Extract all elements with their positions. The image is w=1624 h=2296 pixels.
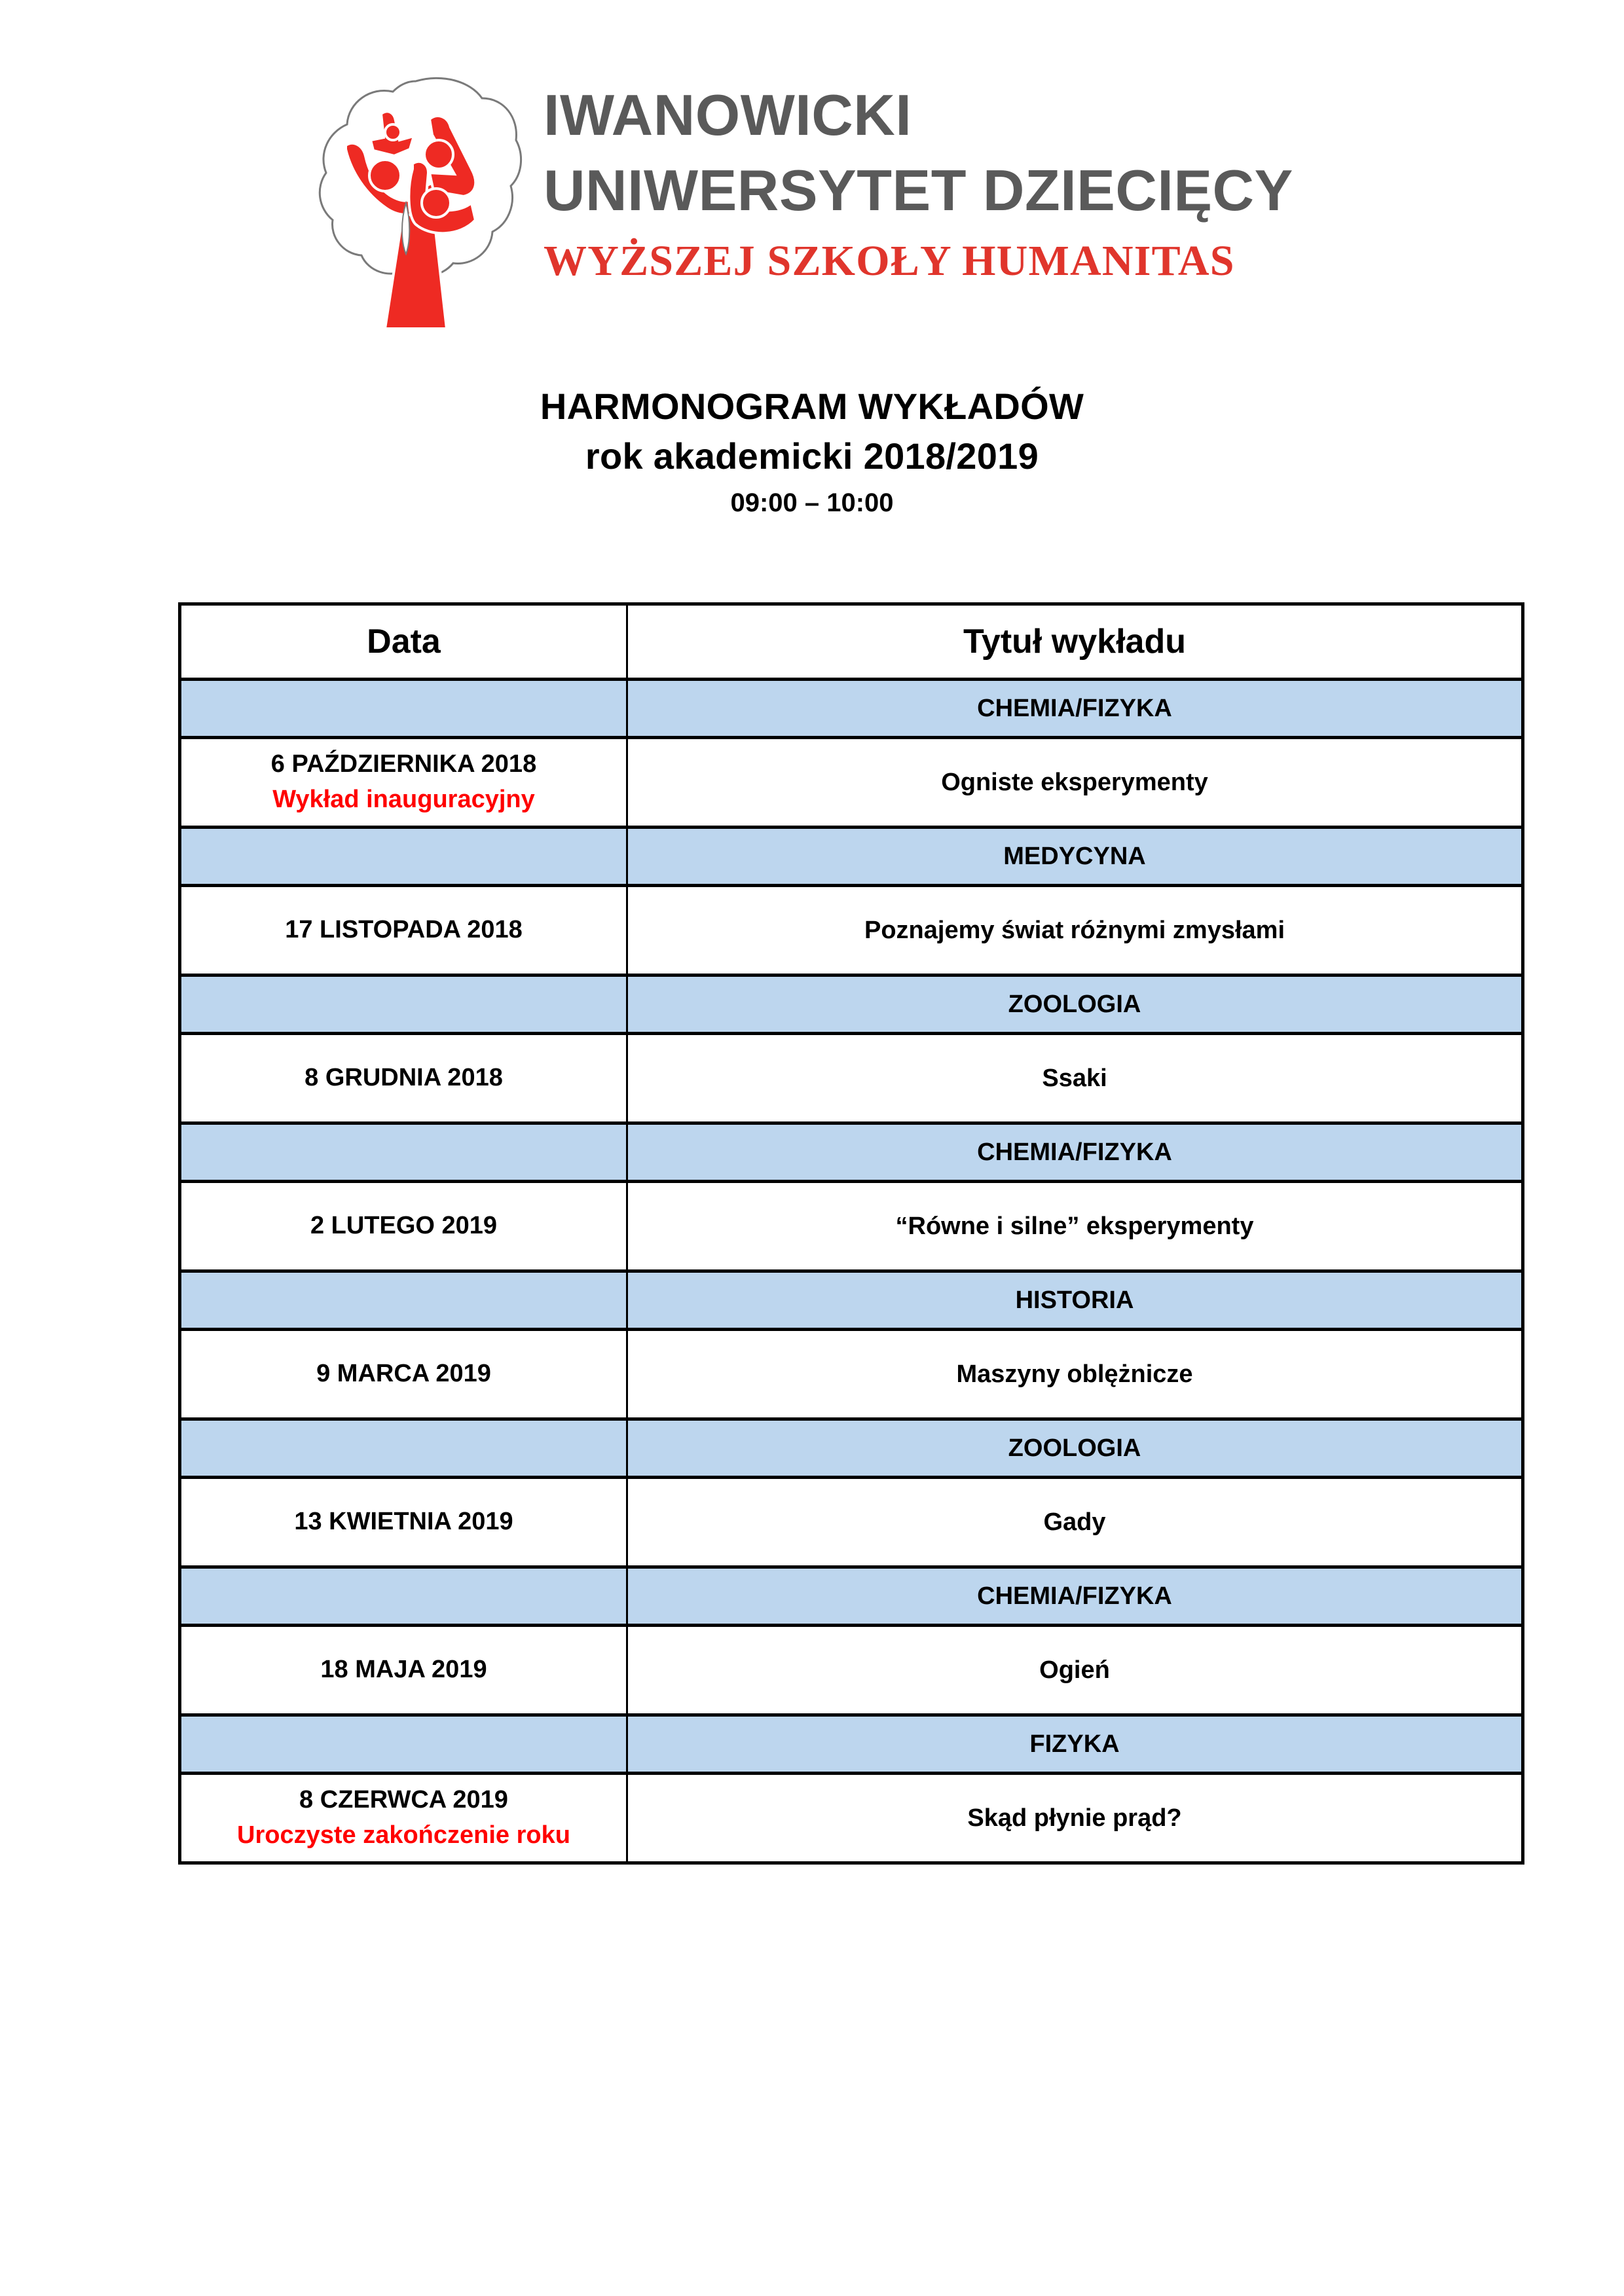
lecture-date-cell (180, 1626, 627, 1715)
lecture-title: Poznajemy świat różnymi zmysłami (627, 886, 1523, 975)
institution-logo (308, 72, 1356, 347)
table-row (180, 886, 1523, 975)
subject-label: ZOOLOGIA (627, 975, 1523, 1034)
table-row (180, 1478, 1523, 1567)
table-header-row (180, 604, 1523, 680)
subject-label: CHEMIA/FIZYKA (627, 1123, 1523, 1182)
lecture-title: “Równe i silne” eksperymenty (627, 1182, 1523, 1271)
subject-row-empty-date-cell (180, 1567, 627, 1626)
subject-row-empty-date-cell (180, 1715, 627, 1774)
lecture-date: 6 PAŹDZIERNIKA 2018 (270, 750, 537, 778)
schedule-table (178, 602, 1524, 1865)
page-title (0, 385, 1624, 519)
subject-label: HISTORIA (627, 1271, 1523, 1330)
title-academic-year: rok akademicki 2018/2019 (585, 435, 1039, 477)
lecture-title: Maszyny oblężnicze (627, 1330, 1523, 1419)
subject-row-empty-date-cell (180, 1123, 627, 1182)
table-row (180, 1330, 1523, 1419)
logo-line-wyzszej-szkoly-humanitas: WYŻSZEJ SZKOŁY HUMANITAS (544, 237, 1235, 285)
subject-row (180, 975, 1523, 1034)
title-main: HARMONOGRAM WYKŁADÓW (540, 386, 1084, 427)
table-row (180, 1034, 1523, 1123)
lecture-date-note: Wykład inauguracyjny (272, 786, 535, 814)
lecture-title: Ssaki (627, 1034, 1523, 1123)
column-header-date: Data (180, 604, 627, 680)
subject-row-empty-date-cell (180, 828, 627, 886)
lecture-title: Skąd płynie prąd? (627, 1774, 1523, 1863)
lecture-date-cell (180, 1182, 627, 1271)
lecture-date-cell (180, 1478, 627, 1567)
lecture-title: Gady (627, 1478, 1523, 1567)
subject-row (180, 828, 1523, 886)
subject-row-empty-date-cell (180, 680, 627, 738)
table-row (180, 1182, 1523, 1271)
lecture-title: Ogniste eksperymenty (627, 738, 1523, 828)
lecture-date: 2 LUTEGO 2019 (310, 1212, 498, 1240)
lecture-date-note: Uroczyste zakończenie roku (237, 1821, 570, 1850)
logo-wordmark (524, 72, 1356, 283)
column-header-lecture-title: Tytuł wykładu (627, 604, 1523, 680)
subject-row (180, 1123, 1523, 1182)
subject-row (180, 1715, 1523, 1774)
lecture-date: 18 MAJA 2019 (320, 1656, 487, 1684)
subject-row (180, 680, 1523, 738)
lecture-date-cell (180, 1774, 627, 1863)
logo-line-iwanowicki: IWANOWICKI (544, 82, 912, 147)
subject-row (180, 1567, 1523, 1626)
subject-label: CHEMIA/FIZYKA (627, 680, 1523, 738)
subject-label: CHEMIA/FIZYKA (627, 1567, 1523, 1626)
lecture-date: 17 LISTOPADA 2018 (285, 916, 523, 944)
subject-row (180, 1271, 1523, 1330)
subject-label: MEDYCYNA (627, 828, 1523, 886)
lecture-title: Ogień (627, 1626, 1523, 1715)
subject-row (180, 1419, 1523, 1478)
lecture-date: 8 GRUDNIA 2018 (304, 1064, 503, 1092)
table-row (180, 1774, 1523, 1863)
lecture-date: 9 MARCA 2019 (316, 1360, 491, 1388)
lecture-date-cell (180, 1330, 627, 1419)
lecture-date: 8 CZERWCA 2019 (299, 1785, 508, 1813)
lecture-date: 13 KWIETNIA 2019 (294, 1508, 513, 1536)
logo-line-uniwersytet-dzieciecy: UNIWERSYTET DZIECIĘCY (544, 158, 1293, 223)
schedule-table-container (178, 602, 1524, 1865)
title-time-range: 09:00 – 10:00 (730, 488, 894, 518)
tree-with-children-logo-icon (308, 72, 524, 340)
subject-label: ZOOLOGIA (627, 1419, 1523, 1478)
lecture-date-cell (180, 886, 627, 975)
lecture-date-cell (180, 738, 627, 828)
subject-label: FIZYKA (627, 1715, 1523, 1774)
subject-row-empty-date-cell (180, 1271, 627, 1330)
table-row (180, 1626, 1523, 1715)
table-row (180, 738, 1523, 828)
subject-row-empty-date-cell (180, 975, 627, 1034)
subject-row-empty-date-cell (180, 1419, 627, 1478)
lecture-date-cell (180, 1034, 627, 1123)
